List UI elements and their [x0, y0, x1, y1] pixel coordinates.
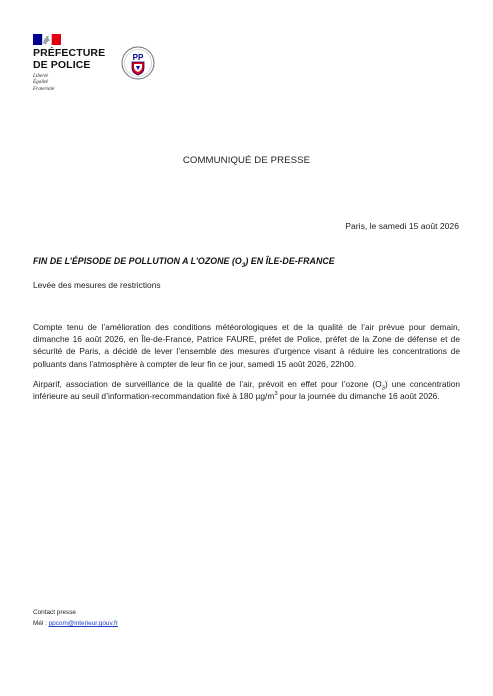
paragraph-2-subscript: 3	[381, 385, 385, 392]
marianne-flag-logo	[33, 34, 61, 45]
contact-mail-link[interactable]: ppcom@interieur.gouv.fr	[48, 620, 118, 627]
paragraph-2-superscript: 3	[274, 391, 278, 398]
headline-subscript: 3	[241, 261, 246, 269]
dateline: Paris, le samedi 15 août 2026	[345, 221, 459, 231]
headline-text-end: ) EN ÎLE-DE-FRANCE	[245, 256, 335, 266]
motto-egalite: Égalité	[33, 79, 48, 86]
headline	[33, 256, 335, 269]
seal-letters: PP	[132, 53, 144, 62]
paragraph-1: Compte tenu de l’amélioration des conditions météorologiques et de la qualité de l’air prévue pour demain, dimanche 16 août 2026, en Île-de-France, Patrice FAURE, préfet de Police, préfet de la Zone de défense et de sécurité de Paris, a décidé de lever l’ensemble des mesures d’urgence visant à réduire les concentrations de polluants dans l’atmosphère à compter de leur fin ce jour, samedi 15 août 2026, 22h00.	[33, 322, 460, 369]
republic-motto	[33, 73, 54, 92]
paragraph-2	[33, 378, 460, 402]
paragraph-2-text-a: Airparif, association de surveillance de la qualité de l’air, prévoit en effet pour l’ozone (O	[33, 379, 382, 389]
contact-label: Contact presse	[33, 609, 76, 616]
headline-text-start: FIN DE L’ÉPISODE DE POLLUTION A L’OZONE (O	[33, 256, 242, 266]
press-release-title: COMMUNIQUÉ DE PRESSE	[182, 155, 311, 166]
prefecture-name-line1: PRÉFECTURE	[33, 47, 106, 59]
prefecture-police-seal-icon	[121, 45, 155, 81]
subtitle: Levée des mesures de restrictions	[33, 280, 161, 290]
contact-mail-prefix: Mél :	[33, 620, 49, 627]
paragraph-2-text-c: pour la journée du dimanche 16 août 2026.	[277, 391, 440, 402]
motto-liberte: Liberté	[33, 73, 48, 79]
motto-fraternite: Fraternité	[33, 85, 55, 92]
prefecture-name	[33, 48, 105, 71]
contact-mail-line	[33, 620, 118, 627]
prefecture-name-line2: DE POLICE	[33, 58, 91, 71]
paragraph-2-text-b: ) une concentration inférieure au seuil d’information-recommandation fixé à 180 µg/m	[33, 379, 460, 402]
